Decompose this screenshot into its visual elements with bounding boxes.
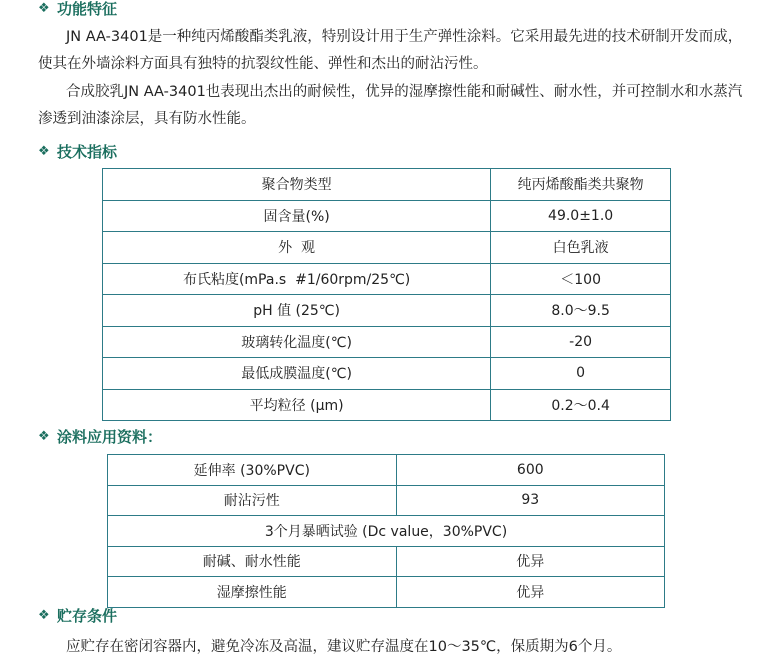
application-value: 93 bbox=[396, 485, 664, 516]
application-merged-row: 3个月暴晒试验 (Dc value，30%PVC) bbox=[108, 516, 665, 547]
spec-value: 白色乳液 bbox=[491, 232, 671, 264]
application-label: 耐沾污性 bbox=[108, 485, 397, 516]
table-row bbox=[103, 200, 671, 232]
spec-label: 平均粒径 (μm) bbox=[103, 389, 491, 421]
table-row bbox=[103, 358, 671, 390]
diamond-bullet-icon: ❖ bbox=[38, 1, 50, 16]
specs-heading bbox=[38, 141, 117, 163]
application-label: 湿摩擦性能 bbox=[108, 577, 397, 608]
table-row bbox=[108, 485, 665, 516]
application-title: 涂料应用资料： bbox=[57, 428, 163, 446]
features-paragraph-1: JN AA-3401是一种纯丙烯酸酯类乳液，特别设计用于生产弹性涂料。它采用最先进的技术研制开发而成，使其在外墙涂料方面具有独特的抗裂纹性能、弹性和杰出的耐沾污性。 bbox=[38, 29, 743, 72]
spec-label: 最低成膜温度(℃) bbox=[103, 358, 491, 390]
application-label: 延伸率 (30%PVC) bbox=[108, 455, 397, 486]
table-row bbox=[103, 263, 671, 295]
application-table bbox=[107, 454, 665, 608]
table-row bbox=[103, 389, 671, 421]
application-value: 600 bbox=[396, 455, 664, 486]
table-row bbox=[103, 295, 671, 327]
diamond-bullet-icon: ❖ bbox=[38, 144, 50, 159]
spec-label: 布氏粘度(mPa.s #1/60rpm/25℃) bbox=[103, 263, 491, 295]
storage-paragraph: 应贮存在密闭容器内，避免冷冻及高温，建议贮存温度在10～35℃，保质期为6个月。 bbox=[66, 639, 622, 655]
application-value: 优异 bbox=[396, 546, 664, 577]
diamond-bullet-icon: ❖ bbox=[38, 608, 50, 623]
application-value: 优异 bbox=[396, 577, 664, 608]
table-row bbox=[108, 577, 665, 608]
storage-title: 贮存条件 bbox=[57, 607, 118, 625]
spec-value: 8.0～9.5 bbox=[491, 295, 671, 327]
table-row bbox=[103, 326, 671, 358]
spec-label: pH 值 (25℃) bbox=[103, 295, 491, 327]
spec-value: 0.2～0.4 bbox=[491, 389, 671, 421]
table-row bbox=[103, 169, 671, 201]
table-row bbox=[108, 516, 665, 547]
table-row bbox=[103, 232, 671, 264]
table-row bbox=[108, 546, 665, 577]
spec-label: 玻璃转化温度(℃) bbox=[103, 326, 491, 358]
spec-label: 固含量(%) bbox=[103, 200, 491, 232]
spec-value: -20 bbox=[491, 326, 671, 358]
features-paragraph-2: 合成胶乳JN AA-3401也表现出杰出的耐候性，优异的湿摩擦性能和耐碱性、耐水性，并可控制水和水蒸汽渗透到油漆涂层，具有防水性能。 bbox=[38, 84, 743, 127]
features-title: 功能特征 bbox=[57, 0, 118, 18]
specs-title: 技术指标 bbox=[57, 143, 118, 161]
spec-value: ＜100 bbox=[491, 263, 671, 295]
storage-heading bbox=[38, 605, 117, 627]
spec-value: 49.0±1.0 bbox=[491, 200, 671, 232]
application-label: 耐碱、耐水性能 bbox=[108, 546, 397, 577]
spec-label: 聚合物类型 bbox=[103, 169, 491, 201]
table-row bbox=[108, 455, 665, 486]
diamond-bullet-icon: ❖ bbox=[38, 429, 50, 444]
spec-label: 外 观 bbox=[103, 232, 491, 264]
spec-value: 0 bbox=[491, 358, 671, 390]
spec-value: 纯丙烯酸酯类共聚物 bbox=[491, 169, 671, 201]
features-heading bbox=[38, 0, 117, 20]
specs-table bbox=[102, 168, 671, 421]
application-heading bbox=[38, 426, 162, 448]
